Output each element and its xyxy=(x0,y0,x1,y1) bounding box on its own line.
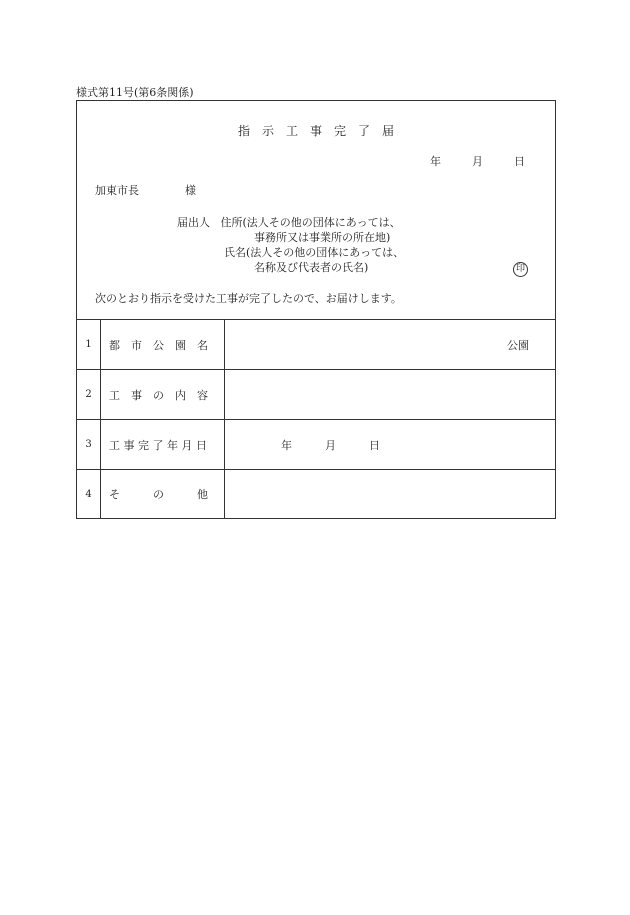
row-number: 3 xyxy=(77,420,101,469)
row-label: 工 事 完 了 年 月 日 xyxy=(109,438,207,452)
notice-text: 次のとおり指示を受けた工事が完了したので、お届けします。 xyxy=(95,292,402,305)
form-frame xyxy=(76,100,556,519)
form-title: 指 示 工 事 完 了 届 xyxy=(237,124,394,138)
sender-name-note: 名称及び代表者の氏名) xyxy=(254,261,369,274)
row-value: 年 月 日 xyxy=(281,438,380,452)
date-month: 月 xyxy=(472,155,483,168)
row-work-content xyxy=(77,370,555,420)
sender-block xyxy=(177,215,404,275)
row-number: 4 xyxy=(77,470,101,518)
date-day: 日 xyxy=(514,155,525,168)
sender-label: 届出人 xyxy=(177,216,210,229)
row-value: 公園 xyxy=(507,338,529,352)
row-number: 2 xyxy=(77,370,101,419)
form-number: 様式第11号(第6条関係) xyxy=(76,86,194,99)
row-other xyxy=(77,470,555,518)
row-label: そ の 他 xyxy=(109,488,208,501)
row-label: 都 市 公 園 名 xyxy=(109,338,208,352)
row-label: 工 事 の 内 容 xyxy=(109,388,208,402)
addressee-suffix: 様 xyxy=(185,184,196,197)
row-completion-date xyxy=(77,420,555,470)
addressee xyxy=(95,182,196,198)
submission-date xyxy=(430,153,525,169)
sender-name-label: 氏名(法人その他の団体にあっては、 xyxy=(224,246,405,259)
sender-address-label: 住所(法人その他の団体にあっては、 xyxy=(220,216,401,229)
addressee-name: 加東市長 xyxy=(95,184,139,197)
sender-address-note: 事務所又は事業所の所在地) xyxy=(254,231,391,244)
seal-mark: 印 xyxy=(513,262,528,277)
form-header xyxy=(77,101,555,320)
row-number: 1 xyxy=(77,320,101,369)
date-year: 年 xyxy=(430,155,441,168)
row-park-name xyxy=(77,320,555,370)
